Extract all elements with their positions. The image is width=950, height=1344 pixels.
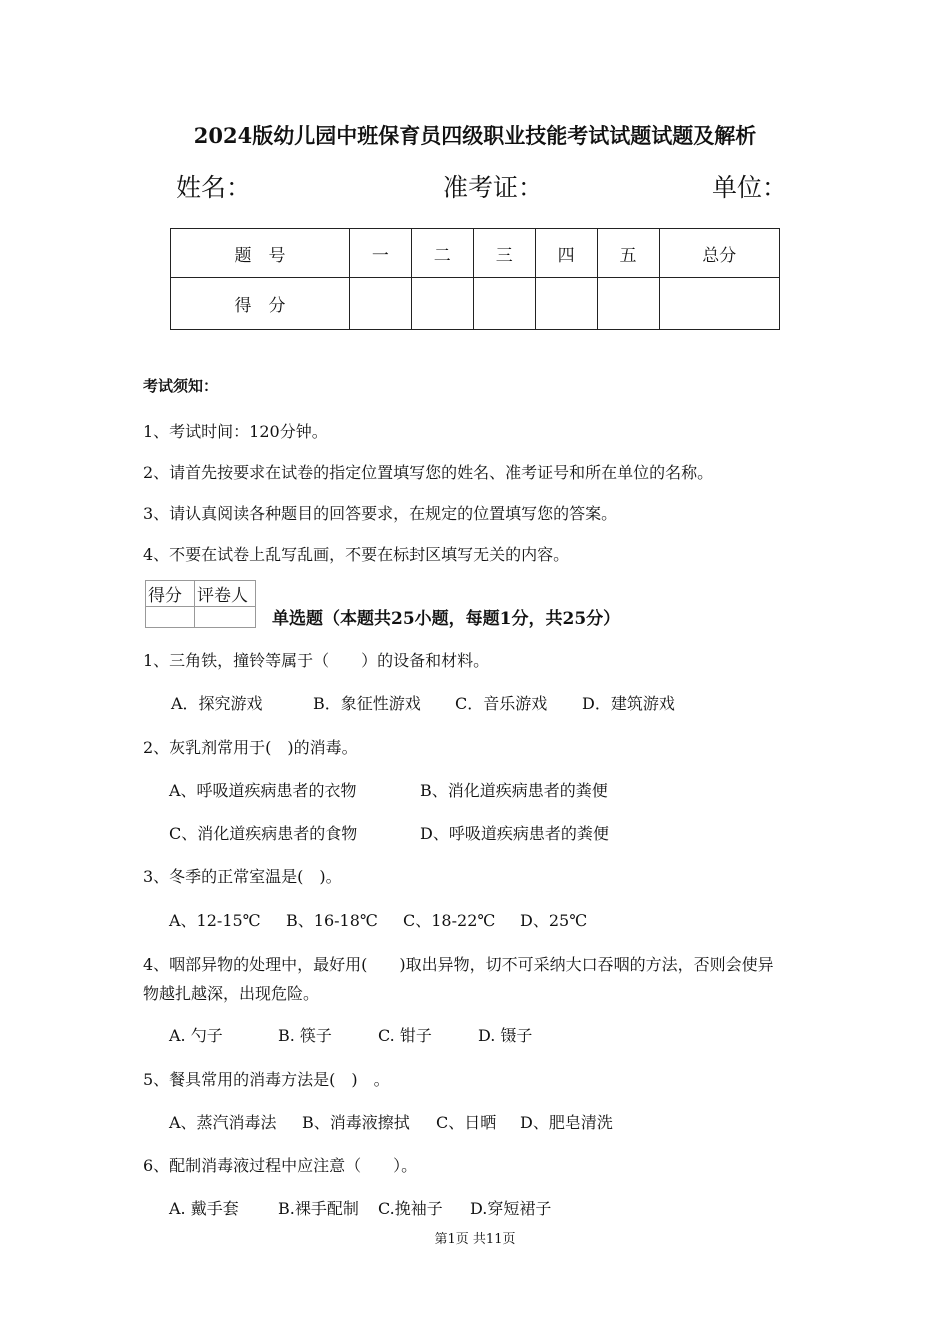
score-table bbox=[170, 228, 780, 330]
score-table-cell: 题 号 bbox=[171, 229, 350, 278]
score-table-cell: 一 bbox=[349, 229, 411, 278]
notice-item: 4、不要在试卷上乱写乱画，不要在标封区填写无关的内容。 bbox=[143, 545, 570, 564]
score-input-cell[interactable] bbox=[659, 278, 779, 330]
option: D、25℃ bbox=[520, 911, 588, 930]
option: B、消毒液擦拭 bbox=[302, 1113, 410, 1132]
unit-label: 单位： bbox=[712, 173, 788, 202]
grader-box bbox=[145, 580, 256, 628]
option: C、18-22℃ bbox=[403, 911, 496, 930]
option: A、蒸汽消毒法 bbox=[169, 1113, 277, 1132]
option: C、日晒 bbox=[436, 1113, 497, 1132]
option: A．探究游戏 bbox=[171, 694, 263, 713]
option: A. 戴手套 bbox=[169, 1199, 239, 1218]
section-title: 单选题（本题共25小题，每题1分，共25分） bbox=[272, 609, 621, 629]
option: C、消化道疾病患者的食物 bbox=[169, 824, 358, 843]
question-text-continued: 物越扎越深，出现危险。 bbox=[143, 984, 320, 1003]
score-table-cell: 五 bbox=[597, 229, 659, 278]
page-footer: 第1页 共11页 bbox=[434, 1232, 516, 1247]
score-table-cell: 二 bbox=[411, 229, 473, 278]
score-input-cell[interactable] bbox=[473, 278, 535, 330]
score-table-score-row bbox=[171, 278, 780, 330]
score-input-cell[interactable] bbox=[411, 278, 473, 330]
question-text: 4、咽部异物的处理中，最好用( )取出异物，切不可采纳大口吞咽的方法，否则会使异 bbox=[143, 955, 774, 974]
option: A、12-15℃ bbox=[169, 911, 261, 930]
notice-heading: 考试须知： bbox=[143, 377, 219, 395]
notice-item: 2、请首先按要求在试卷的指定位置填写您的姓名、准考证号和所在单位的名称。 bbox=[143, 463, 714, 482]
score-table-cell: 三 bbox=[473, 229, 535, 278]
option: C. 钳子 bbox=[378, 1026, 432, 1045]
question-text: 6、配制消毒液过程中应注意（ ）。 bbox=[143, 1156, 418, 1175]
score-table-cell: 四 bbox=[535, 229, 597, 278]
question-text: 5、餐具常用的消毒方法是( ) 。 bbox=[143, 1070, 390, 1089]
score-input-cell[interactable] bbox=[597, 278, 659, 330]
score-table-header-row bbox=[171, 229, 780, 278]
option: D. 镊子 bbox=[478, 1026, 533, 1045]
exam-id-label: 准考证： bbox=[443, 173, 544, 202]
option: B.裸手配制 bbox=[278, 1199, 359, 1218]
name-label: 姓名： bbox=[176, 173, 252, 202]
notice-item: 3、请认真阅读各种题目的回答要求，在规定的位置填写您的答案。 bbox=[143, 504, 618, 523]
option: D．建筑游戏 bbox=[582, 694, 675, 713]
question-text: 3、冬季的正常室温是( )。 bbox=[143, 867, 342, 886]
option: C.挽袖子 bbox=[378, 1199, 443, 1218]
option: D.穿短裙子 bbox=[470, 1199, 552, 1218]
option: B、16-18℃ bbox=[286, 911, 378, 930]
grader-score-label: 得分 bbox=[146, 581, 195, 607]
score-table-cell: 总分 bbox=[659, 229, 779, 278]
grader-score-cell[interactable] bbox=[146, 607, 195, 628]
grader-name-label: 评卷人 bbox=[195, 581, 256, 607]
option: D、肥皂清洗 bbox=[520, 1113, 613, 1132]
option: D、呼吸道疾病患者的粪便 bbox=[420, 824, 609, 843]
question-text: 2、灰乳剂常用于( )的消毒。 bbox=[143, 738, 358, 757]
option: A. 勺子 bbox=[169, 1026, 223, 1045]
question-text: 1、三角铁，撞铃等属于（ ）的设备和材料。 bbox=[143, 651, 490, 670]
notice-item: 1、考试时间：120分钟。 bbox=[143, 422, 328, 441]
option: A、呼吸道疾病患者的衣物 bbox=[169, 781, 357, 800]
score-table-cell: 得 分 bbox=[171, 278, 350, 330]
grader-name-cell[interactable] bbox=[195, 607, 256, 628]
option: B. 筷子 bbox=[278, 1026, 332, 1045]
option: C．音乐游戏 bbox=[455, 694, 548, 713]
option: B、消化道疾病患者的粪便 bbox=[420, 781, 608, 800]
option: B．象征性游戏 bbox=[313, 694, 421, 713]
score-input-cell[interactable] bbox=[349, 278, 411, 330]
page-title: 2024版幼儿园中班保育员四级职业技能考试试题试题及解析 bbox=[193, 123, 757, 148]
score-input-cell[interactable] bbox=[535, 278, 597, 330]
